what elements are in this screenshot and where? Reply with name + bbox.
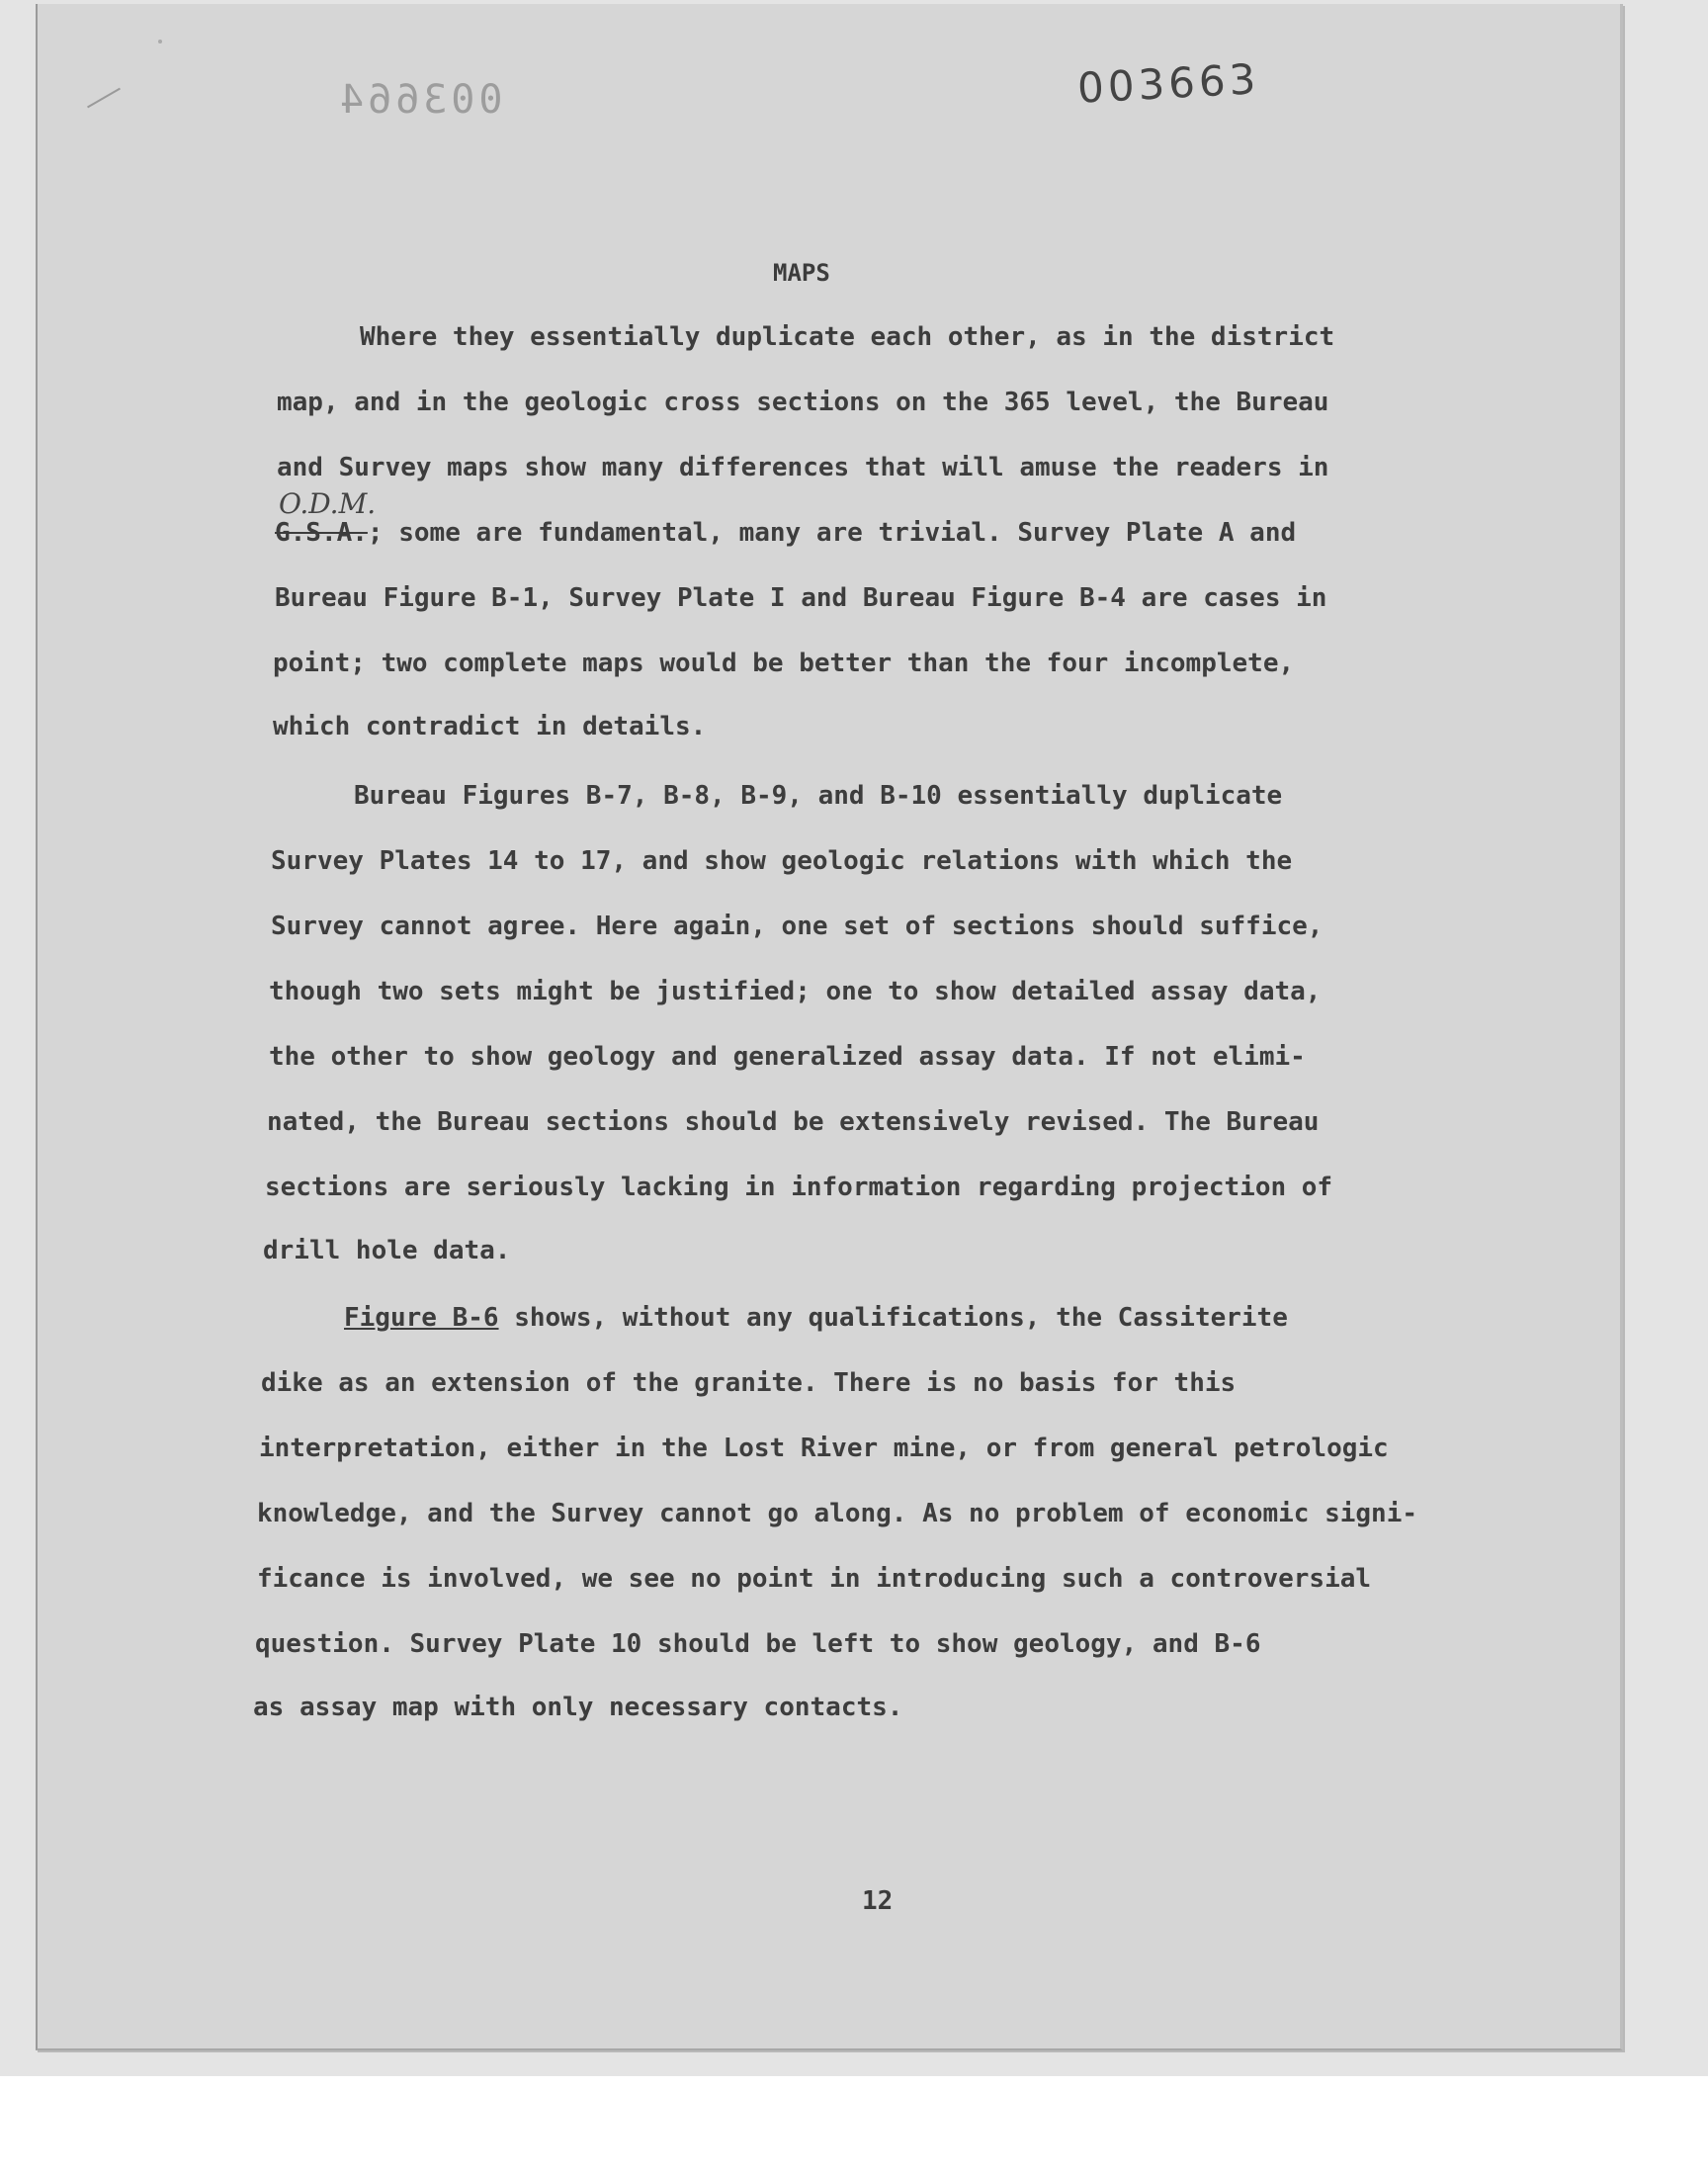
p2-line2: Survey Plates 14 to 17, and show geologic relations with which the — [271, 846, 1293, 876]
p3-line3: interpretation, either in the Lost River mine, or from general petrologic — [259, 1434, 1389, 1463]
bottom-margin — [0, 2076, 1708, 2175]
p2-line8: drill hole data. — [263, 1236, 511, 1265]
p1-line4 — [275, 518, 1296, 548]
document-number-stamp: 003663 — [1075, 54, 1261, 113]
p2-line7: sections are seriously lacking in information regarding projection of — [265, 1173, 1333, 1202]
p3-line2: dike as an extension of the granite. There is no basis for this — [261, 1368, 1237, 1398]
mirrored-bleedthrough-stamp: 003664 — [336, 77, 503, 123]
p3-line4: knowledge, and the Survey cannot go along. As no problem of economic signi- — [257, 1499, 1417, 1528]
figure-reference: Figure B-6 — [344, 1303, 499, 1333]
p1-line5: Bureau Figure B-1, Survey Plate I and Bureau Figure B-4 are cases in — [275, 583, 1327, 613]
p2-line3: Survey cannot agree. Here again, one set of sections should suffice, — [271, 912, 1324, 941]
document-page — [36, 4, 1623, 2050]
p1-line1: Where they essentially duplicate each other, as in the district — [360, 322, 1335, 352]
p1-line2: map, and in the geologic cross sections on the 365 level, the Bureau — [277, 388, 1329, 417]
p1-line6: point; two complete maps would be better than the four incomplete, — [273, 649, 1295, 678]
p2-line1: Bureau Figures B-7, B-8, B-9, and B-10 essentially duplicate — [354, 781, 1283, 811]
p1-line7: which contradict in details. — [273, 712, 707, 741]
p2-line4: though two sets might be justified; one to show detailed assay data, — [269, 977, 1322, 1006]
handwritten-annotation: O.D.M. — [279, 487, 377, 520]
p3-line1-rest: shows, without any qualifications, the Cassiterite — [498, 1303, 1288, 1333]
p2-line6: nated, the Bureau sections should be extensively revised. The Bureau — [267, 1107, 1320, 1137]
p3-line1 — [344, 1303, 1288, 1333]
p3-line6: question. Survey Plate 10 should be left to show geology, and B-6 — [255, 1629, 1261, 1659]
p3-line5: ficance is involved, we see no point in introducing such a controversial — [257, 1564, 1372, 1594]
page-heading: MAPS — [773, 259, 830, 287]
p1-line4-rest: ; some are fundamental, many are trivial. Survey Plate A and — [367, 518, 1297, 548]
struck-text: G.S.A. — [275, 518, 368, 548]
p1-line3: and Survey maps show many differences that will amuse the readers in — [277, 453, 1329, 482]
corner-dot — [158, 40, 162, 44]
p2-line5: the other to show geology and generalized assay data. If not elimi- — [269, 1042, 1306, 1072]
page-number: 12 — [862, 1886, 894, 1916]
p3-line7: as assay map with only necessary contacts. — [253, 1693, 903, 1722]
